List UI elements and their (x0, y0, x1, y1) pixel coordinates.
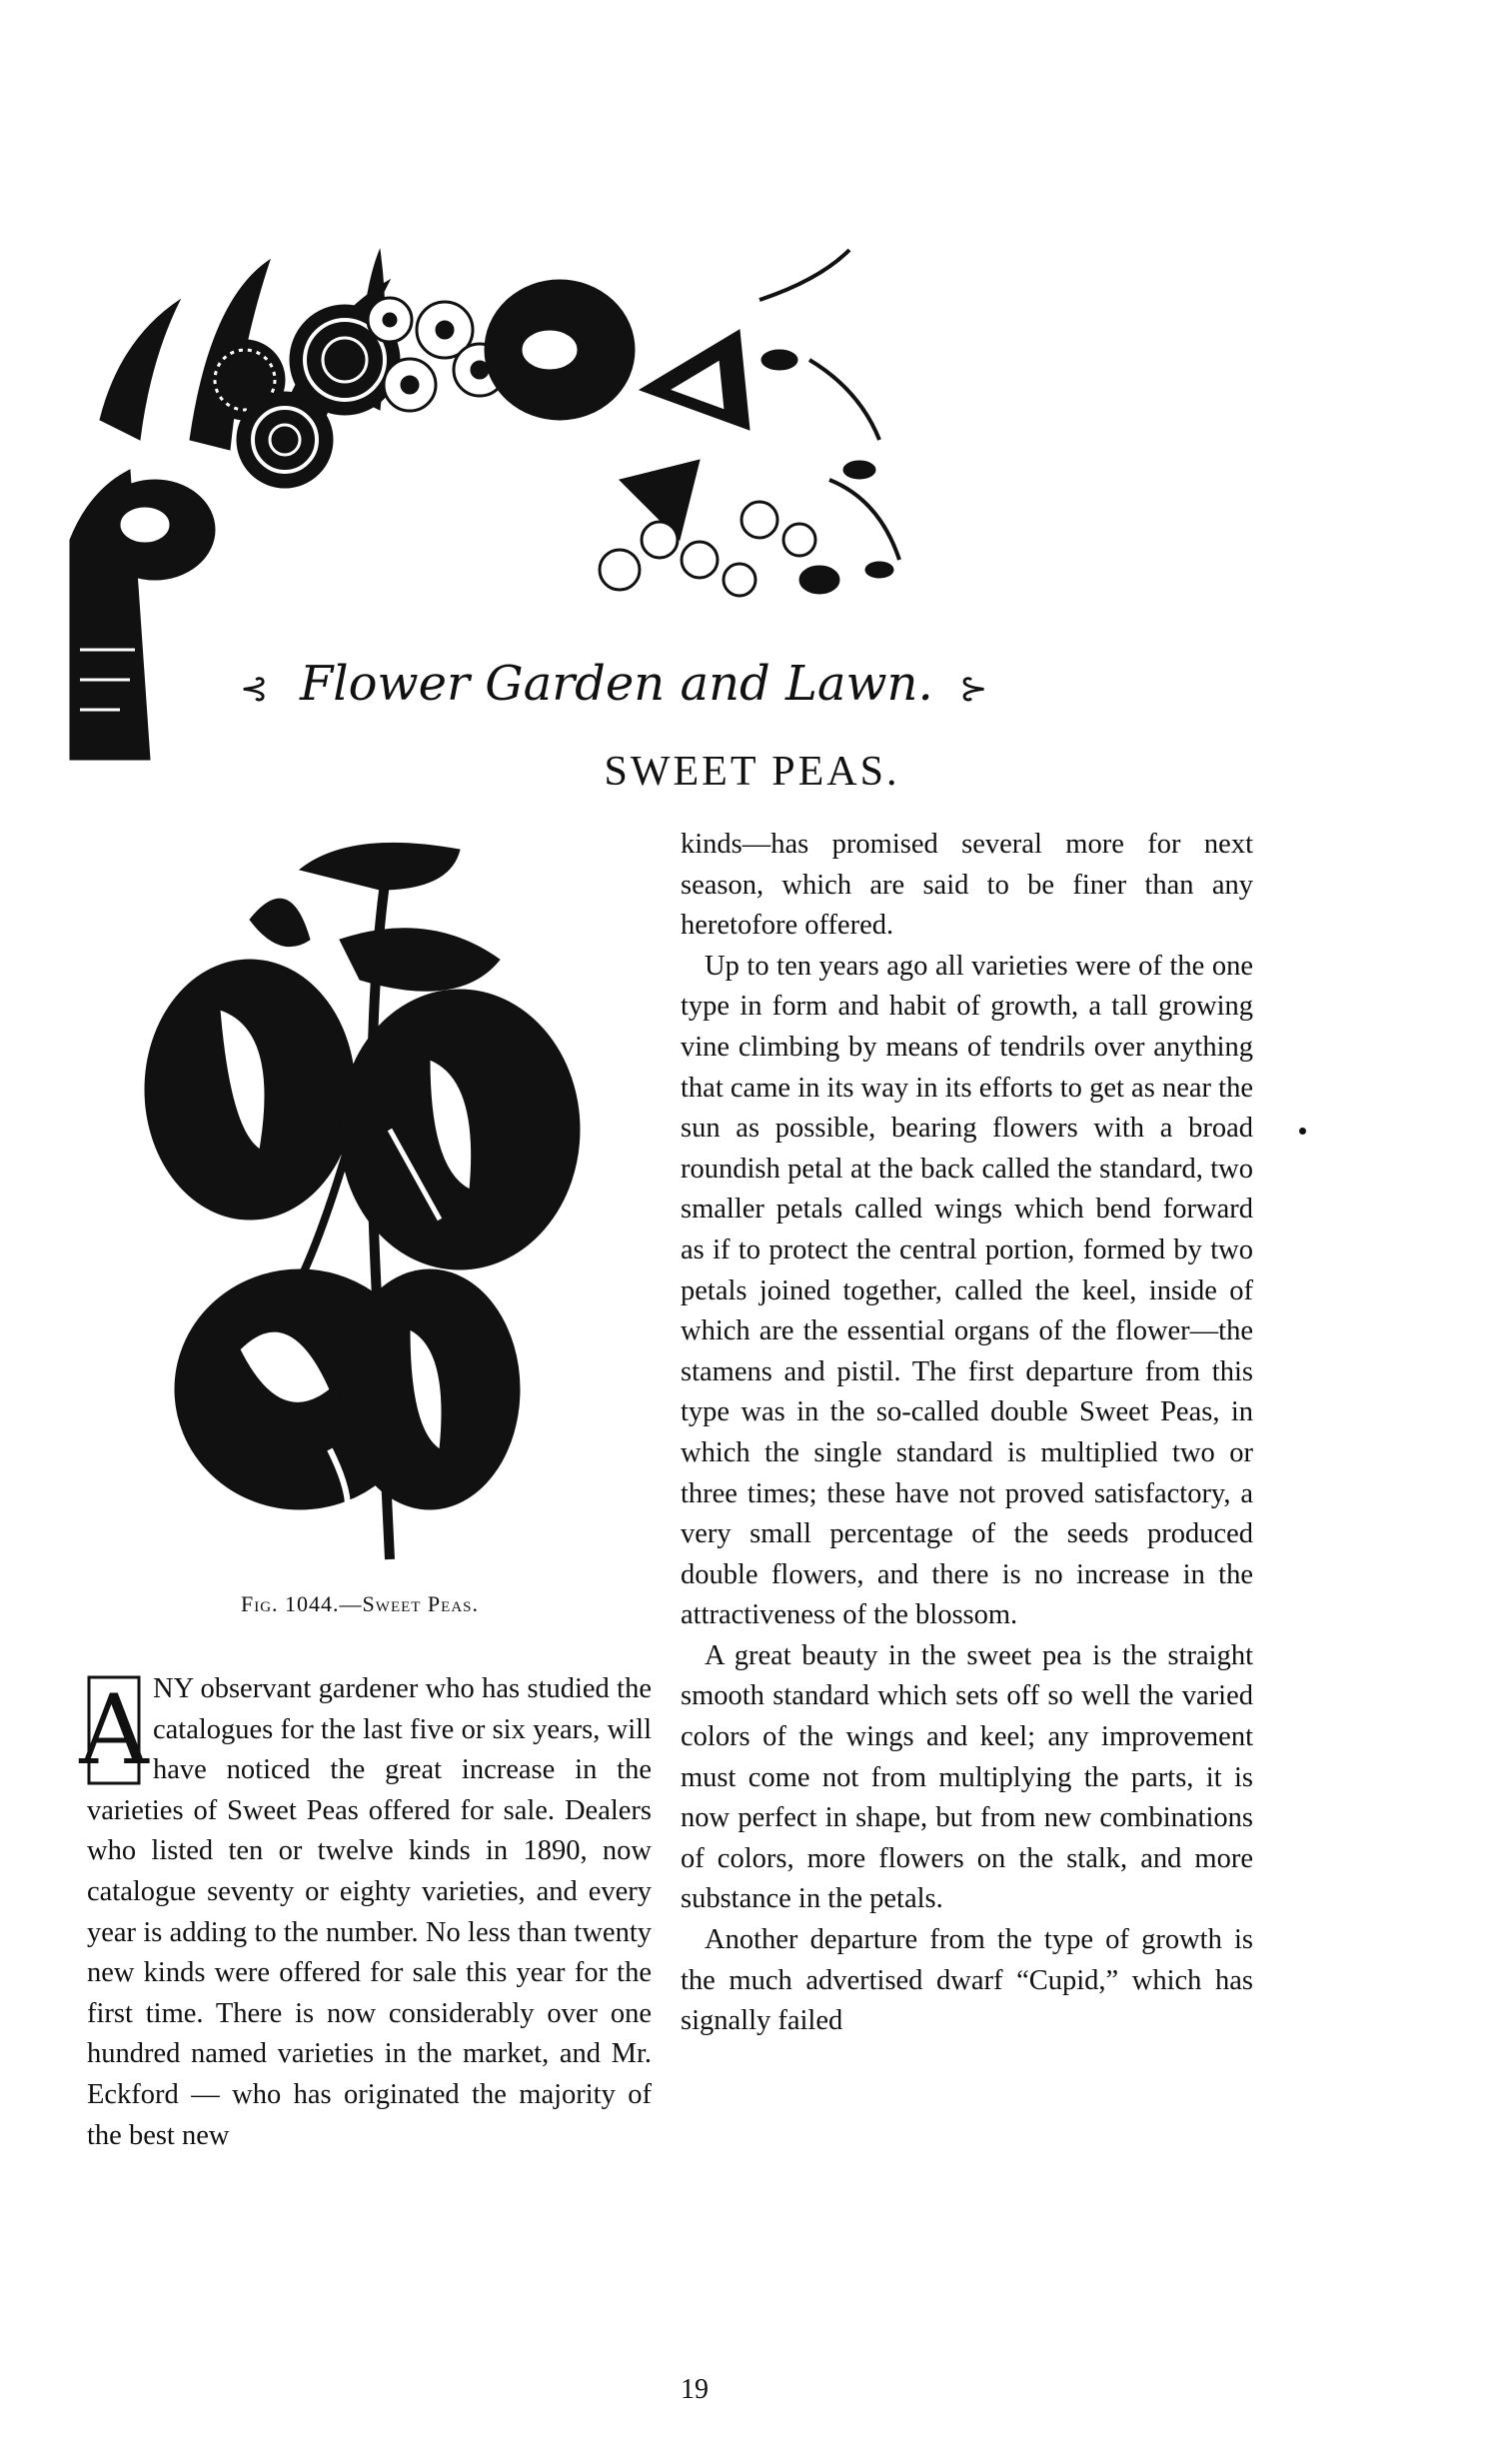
banner-title: Flower Garden and Lawn. (300, 656, 933, 712)
ink-speck (1299, 1128, 1306, 1135)
figure-caption-name: Sweet Peas. (362, 1591, 480, 1616)
figure-caption (150, 1591, 570, 1617)
drop-cap-a (79, 1674, 149, 1786)
figure-caption-prefix: Fig. 1044.— (240, 1591, 363, 1616)
paragraph-right-4: Another departure from the type of growth is the much advertised dwarf “Cupid,” which has signally failed (681, 1924, 1253, 2037)
banner-ornament-right: ⊱ (959, 669, 988, 709)
left-text-column (79, 1669, 652, 2156)
flower-banner-illustration (60, 240, 1159, 760)
right-text-column (681, 825, 1253, 2042)
sweet-pea-illustration (130, 830, 600, 1559)
paragraph-left-1: NY observant gardener who has studied the catalogues for the last five or six years, will have noticed the great increase in the varieties of Sweet Peas offered for sale. Dealers who listed ten or twelve kinds in 1890, now catalogue seventy or eighty varieties, and every year is adding to the number. No less than twenty new kinds were offered for sale this year for the first time. There is now considerably over one hundred named varieties in the market, and Mr. Eckford — who has originated the majority of the best new (87, 1673, 652, 2151)
paragraph-right-1: kinds—has promised several more for next season, which are said to be finer than any heretofore offered. (681, 829, 1253, 942)
article-title: SWEET PEAS. (604, 749, 900, 795)
drop-cap-letter: A (79, 1674, 149, 1786)
paragraph-right-2: Up to ten years ago all varieties were of the one type in form and habit of growth, a tall growing vine climbing by means of tendrils over anything that came in its way in its efforts to get as near the sun as possible, bearing flowers with a broad roundish petal at the back called the standard, two smaller petals called wings which bend forward as if to protect the central portion, formed by two petals joined together, called the keel, inside of which are the essential organs of the flower—the stamens and pistil. The first departure from this type was in the so-called double Sweet Peas, in which the single standard is multiplied two or three times; these have not proved satisfactory, a very small percentage of the seeds produced double flowers, and there is no increase in the attractiveness of the blossom. (681, 950, 1253, 1631)
banner-ornament-left: ⊰ (240, 669, 269, 709)
paragraph-right-3: A great beauty in the sweet pea is the straight smooth standard which sets off so well the varied colors of the wings and keel; any improvement must come not from multiplying the parts, it is now perfect in shape, but from new combinations of colors, more flowers on the stalk, and more substance in the petals. (681, 1639, 1253, 1915)
page-number: 19 (681, 2374, 709, 2405)
